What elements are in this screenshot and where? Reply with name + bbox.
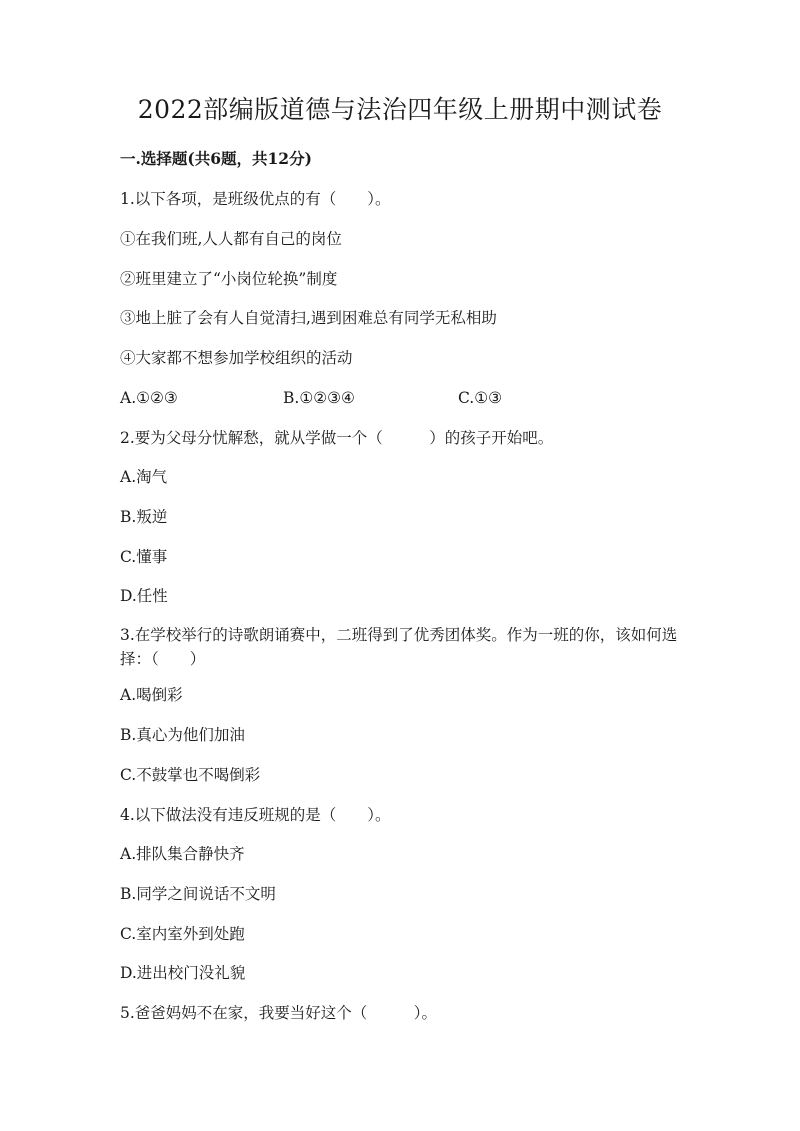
question-1-option-a[interactable]: A.①②③ <box>120 389 178 407</box>
question-3-option-b[interactable]: B.真心为他们加油 <box>120 726 245 744</box>
question-3-stem: 3.在学校举行的诗歌朗诵赛中，二班得到了优秀团体奖。作为一班的你，该如何选择：（ ） <box>120 626 678 668</box>
question-4-option-b[interactable]: B.同学之间说话不文明 <box>120 885 276 903</box>
question-4-stem: 4.以下做法没有违反班规的是（ ）。 <box>120 806 391 824</box>
question-4-option-a[interactable]: A.排队集合静快齐 <box>120 845 245 863</box>
section-heading: 一.选择题(共6题，共12分) <box>120 149 312 168</box>
question-2-option-a[interactable]: A.淘气 <box>120 468 168 486</box>
question-1-option-b[interactable]: B.①②③④ <box>283 389 355 407</box>
question-1-stem: 1.以下各项，是班级优点的有（ ）。 <box>120 190 391 208</box>
question-1-item-4: ④大家都不想参加学校组织的活动 <box>120 349 353 367</box>
question-4-option-d[interactable]: D.进出校门没礼貌 <box>120 964 246 982</box>
exam-title: 2022部编版道德与法治四年级上册期中测试卷 <box>137 95 663 124</box>
question-4-option-c[interactable]: C.室内室外到处跑 <box>120 925 245 943</box>
question-3-option-c[interactable]: C.不鼓掌也不喝倒彩 <box>120 766 261 784</box>
question-2-option-b[interactable]: B.叛逆 <box>120 508 168 526</box>
question-1-item-3: ③地上脏了会有人自觉清扫,遇到困难总有同学无私相助 <box>120 309 497 327</box>
question-5-stem: 5.爸爸妈妈不在家，我要当好这个（ ）。 <box>120 1004 438 1022</box>
question-2-option-c[interactable]: C.懂事 <box>120 548 168 566</box>
question-1-item-1: ①在我们班,人人都有自己的岗位 <box>120 230 342 248</box>
question-3-option-a[interactable]: A.喝倒彩 <box>120 686 183 704</box>
question-1-item-2: ②班里建立了“小岗位轮换”制度 <box>120 270 338 288</box>
question-2-stem: 2.要为父母分忧解愁，就从学做一个（ ）的孩子开始吧。 <box>120 429 554 447</box>
question-2-option-d[interactable]: D.任性 <box>120 587 168 605</box>
question-1-option-c[interactable]: C.①③ <box>458 389 503 407</box>
